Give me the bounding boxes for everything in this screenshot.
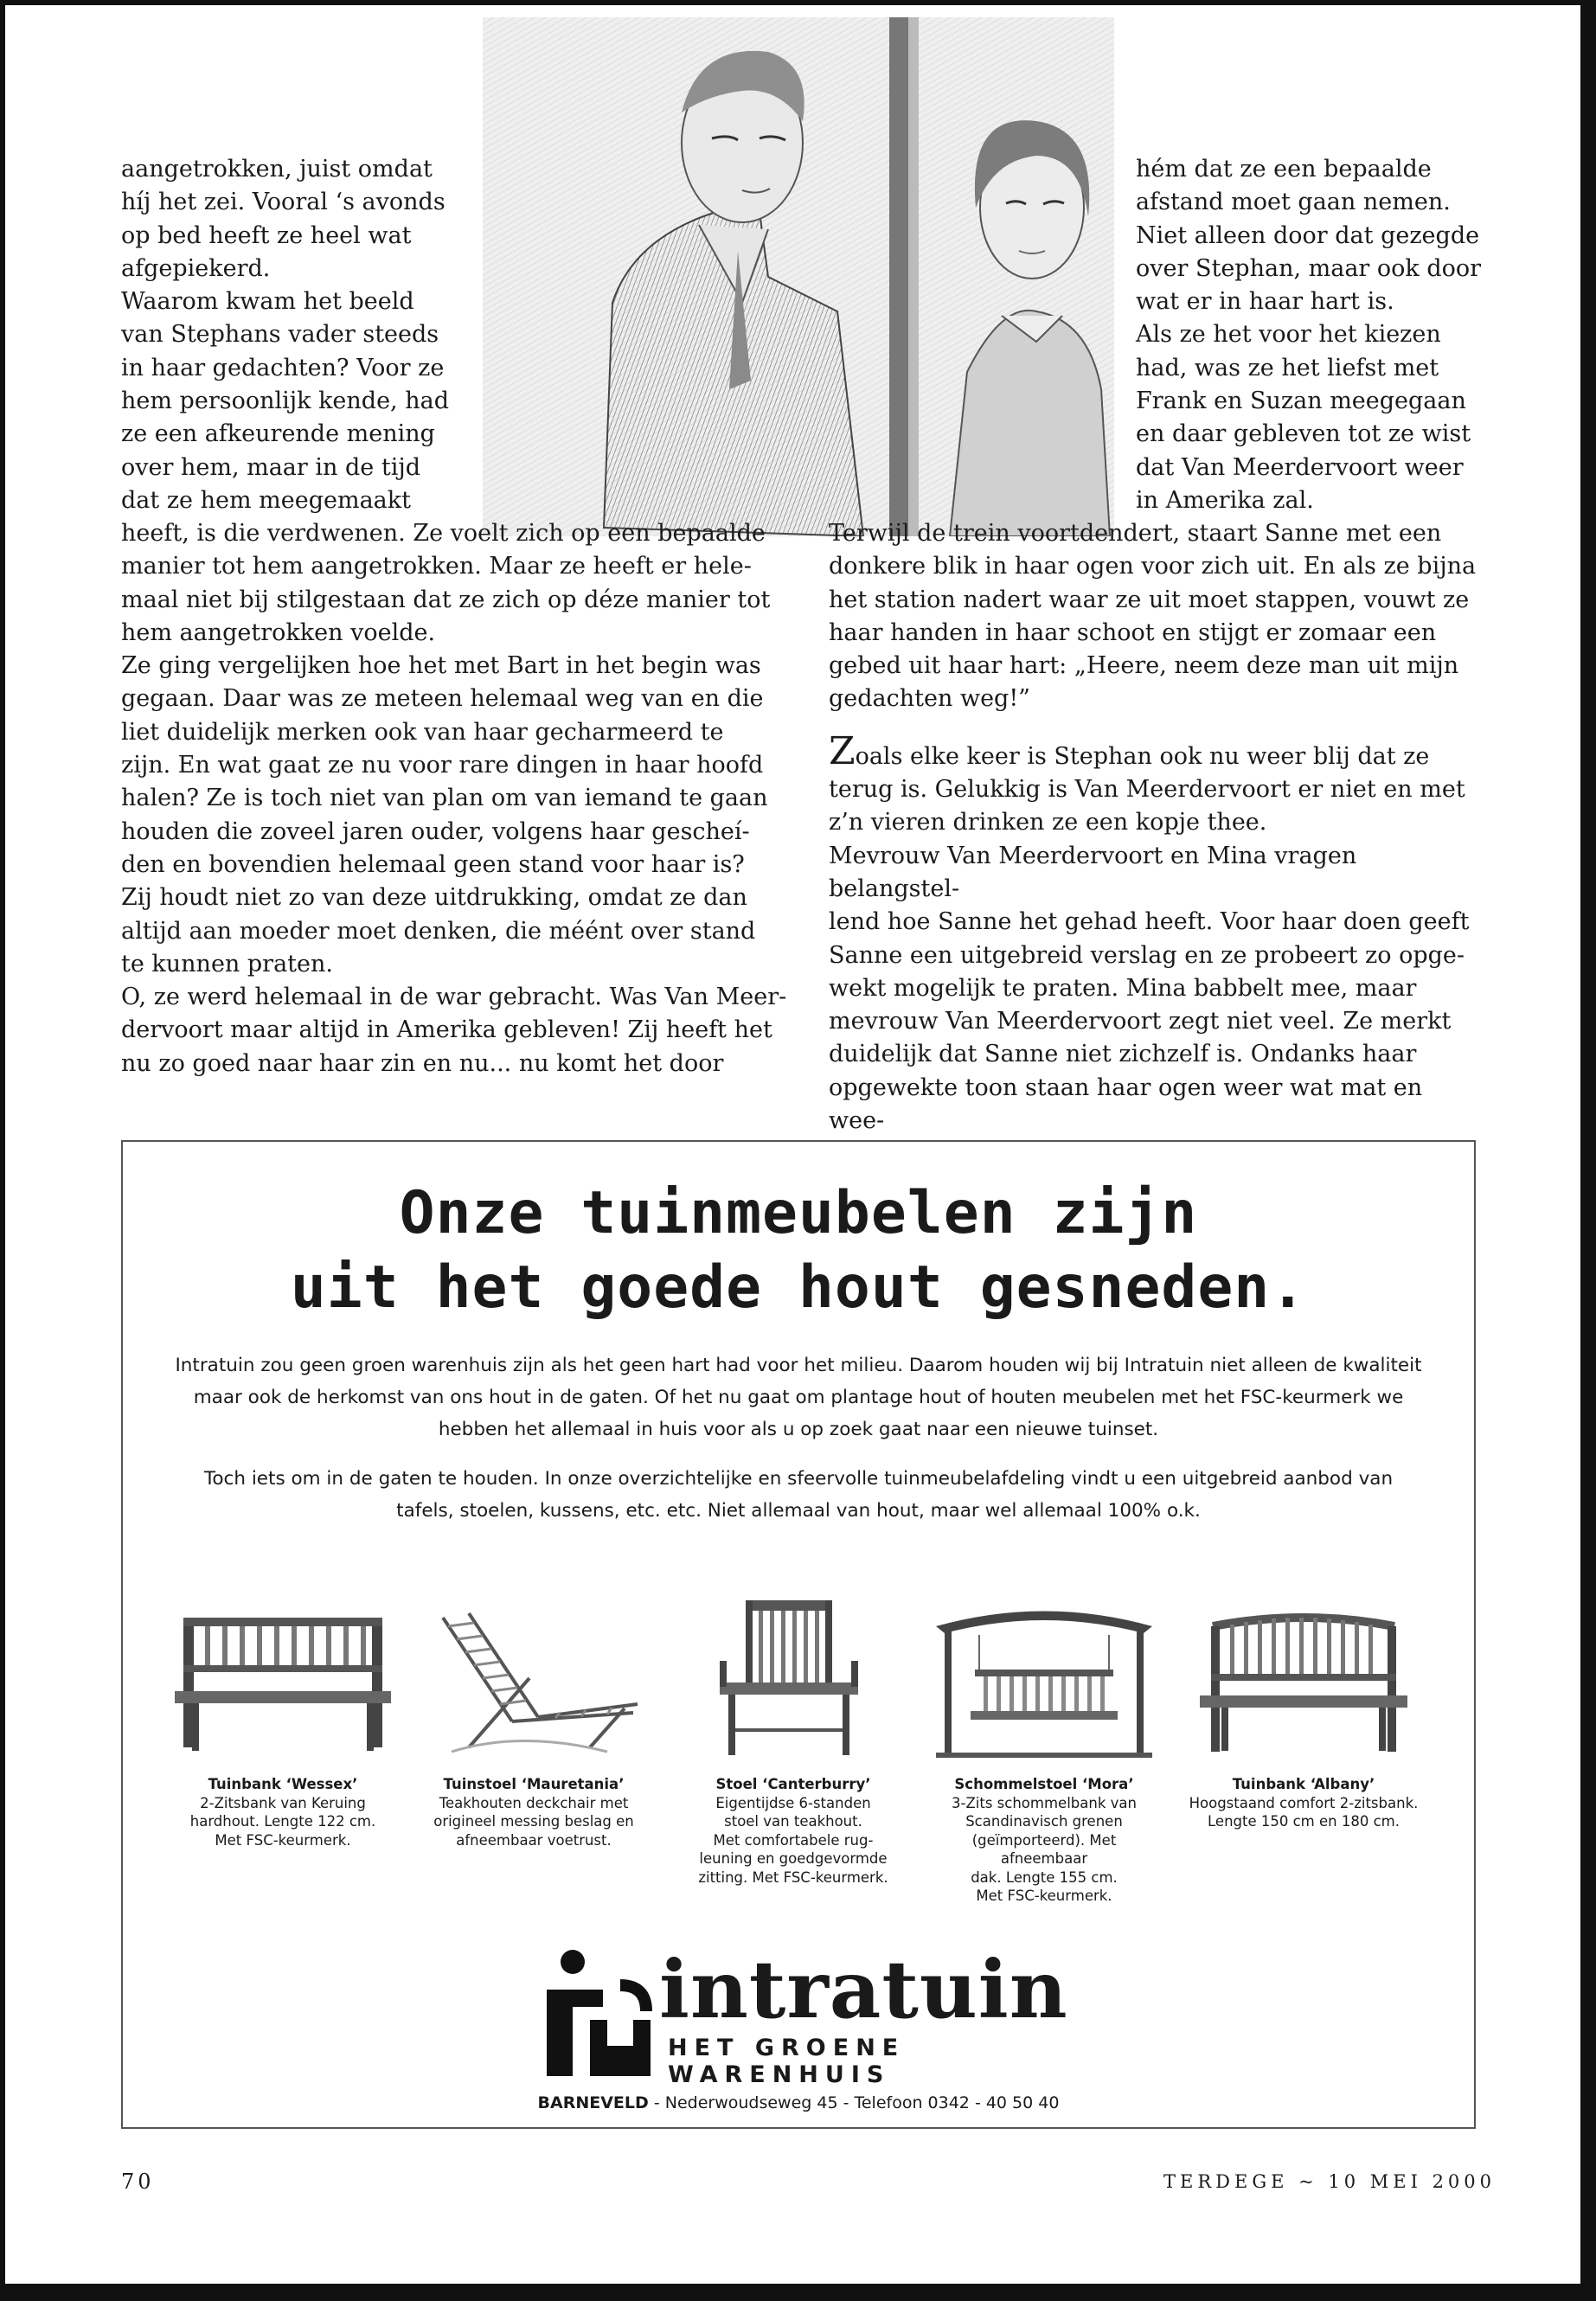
text-line: hem persoonlijk kende, had (121, 388, 449, 415)
text-line: Waarom kwam het beeld (121, 288, 414, 316)
text-line: hem aangetrokken voelde. (121, 619, 436, 646)
text-line: híj het zei. Vooral ‘s avonds (121, 189, 445, 216)
text-line: hém dat ze een bepaalde (1136, 156, 1432, 183)
text-line: mevrouw Van Meerdervoort zegt niet veel. Ze merkt (829, 1008, 1452, 1035)
text-line: dervoort maar altijd in Amerika gebleven! Zij heeft het (121, 1016, 772, 1044)
logo-tagline: HET GROENE WARENHUIS (668, 2035, 906, 2088)
text-line: dat ze hem meegemaakt (121, 486, 411, 514)
intratuin-logo (538, 1938, 1074, 2088)
product-caption-albany: Tuinbank ‘Albany’ Hoogstaand comfort 2-zitsbank. Lengte 150 cm en 180 cm. (1189, 1776, 1419, 1830)
text-line: het station nadert waar ze uit moet stappen, vouwt ze (829, 586, 1470, 613)
text-line: z’n vieren drinken ze een kopje thee. (829, 809, 1267, 836)
text-line: ze een afkeurende mening (121, 420, 435, 448)
text-line: gegaan. Daar was ze meteen helemaal weg van en die (121, 685, 764, 713)
text-line: lend hoe Sanne het gehad heeft. Voor haar doen geeft (829, 908, 1470, 936)
text-line: houden die zoveel jaren ouder, volgens haar gescheí- (121, 817, 750, 845)
text-line: opgewekte toon staan haar ogen weer wat mat en wee- (829, 1074, 1423, 1135)
text-line: Sanne een uitgebreid verslag en ze probeert zo opge- (829, 941, 1465, 969)
address-details: - Nederwoudseweg 45 - Telefoon 0342 - 40 50 40 (648, 2093, 1060, 2112)
ad-body (175, 1349, 1422, 1544)
text-line: over hem, maar in de tijd (121, 453, 420, 481)
article-left-column (121, 517, 796, 1080)
text-line: afstand moet gaan nemen. (1136, 189, 1451, 216)
bench-wessex-image (166, 1592, 400, 1765)
text-line: Zij houdt niet zo van deze uitdrukking, omdat ze dan (121, 884, 747, 912)
text-line: afgepiekerd. (121, 254, 271, 282)
text-line: Ze ging vergelijken hoe het met Bart in het begin was (121, 652, 761, 680)
chair-canterburry-image (676, 1592, 910, 1765)
text-line: duidelijk dat Sanne niet zichzelf is. Ondanks haar (829, 1041, 1417, 1068)
text-line: gebed uit haar hart: „Heere, neem deze man uit mijn (829, 652, 1459, 680)
text-line: liet duidelijk merken ook van haar gecharmeerd te (121, 718, 724, 746)
ad-paragraph: Intratuin zou geen groen warenhuis zijn als het geen hart had voor het milieu. Daarom houden wij bij Intratuin niet alleen de kwaliteit maar ook de herkomst van ons hout in de gaten. Of het nu gaat om plantage hout of houten meubelen met het FSC-keurmerk we hebben het allemaal in huis voor als u op zoek gaat naar een nieuwe tuinset. (175, 1355, 1422, 1440)
intratuin-advertisement (121, 1140, 1476, 2129)
ad-headline: Onze tuinmeubelen zijn uit het goede hout gesneden. (290, 1179, 1307, 1322)
text-line: maal niet bij stilgestaan dat ze zich op déze manier tot (121, 586, 771, 613)
text-line: donkere blik in haar ogen voor zich uit. En als ze bijna (829, 553, 1477, 580)
text-line: manier tot hem aangetrokken. Maar ze heeft er hele- (121, 553, 752, 580)
ad-paragraph: Toch iets om in de gaten te houden. In onze overzichtelijke en sfeervolle tuinmeubelafdeling vindt u een uitgebreid aanbod van tafels, stoelen, kussens, etc. etc. Niet allemaal van hout, maar wel allemaal 100% o.k. (203, 1468, 1394, 1522)
text-line: terug is. Gelukkig is Van Meerdervoort er niet en met (829, 776, 1465, 804)
text-line: over Stephan, maar ook door (1136, 254, 1482, 282)
text-line: Terwijl de trein voortdendert, staart Sanne met een (829, 520, 1442, 547)
text-line: in Amerika zal. (1136, 486, 1314, 514)
article-right-top-column (1136, 153, 1508, 517)
logo-wordmark: intratuin (659, 1943, 1068, 2036)
text-line: altijd aan moeder moet denken, die méént over stand (121, 917, 756, 945)
text-line: heeft, is die verdwenen. Ze voelt zich op een bepaalde (121, 520, 766, 547)
text-line-dropcap: Zoals elke keer is Stephan ook nu weer blij dat ze (829, 728, 1430, 773)
product-caption-mora: Schommelstoel ‘Mora’ 3-Zits schommelbank van Scandinavisch grenen (geïmporteerd). Met afneembaar dak. Lengte 155 cm. Met FSC-keurmerk. (952, 1776, 1137, 1904)
text-line: op bed heeft ze heel wat (121, 221, 412, 249)
text-line: en daar gebleven tot ze wist (1136, 420, 1471, 448)
text-line: zijn. En wat gaat ze nu voor rare dingen in haar hoofd (121, 752, 764, 779)
text-line: O, ze werd helemaal in de war gebracht. Was Van Meer- (121, 984, 787, 1011)
bench-albany-image (1187, 1592, 1420, 1765)
drop-cap: Z (829, 728, 856, 773)
publication-footer: TERDEGE ~ 10 MEI 2000 (1163, 2171, 1497, 2192)
product-caption-canterburry: Stoel ‘Canterburry’ Eigentijdse 6-standen stoel van teakhout. Met comfortabele rug- leuning en goedgevormde zitting. Met FSC-keurmerk. (698, 1776, 888, 1886)
page-number: 70 (121, 2170, 155, 2194)
product-caption-wessex: Tuinbank ‘Wessex’ 2-Zitsbank van Keruing hardhout. Lengte 122 cm. Met FSC-keurmerk. (189, 1776, 376, 1849)
swing-mora-image (927, 1592, 1161, 1765)
text-line: Als ze het voor het kiezen (1136, 321, 1441, 349)
deckchair-mauretania-image (417, 1592, 651, 1765)
text-line: wat er in haar hart is. (1136, 288, 1394, 316)
text-line: Frank en Suzan meegegaan (1136, 388, 1466, 415)
text-line: aangetrokken, juist omdat (121, 156, 433, 183)
text-line: halen? Ze is toch niet van plan om van iemand te gaan (121, 785, 768, 812)
address-city: BARNEVELD (537, 2093, 649, 2112)
article-left-top-column (121, 153, 484, 517)
text-line: Niet alleen door dat gezegde (1136, 221, 1480, 249)
text-line: dat Van Meerdervoort weer (1136, 453, 1464, 481)
text-line: van Stephans vader steeds (121, 321, 439, 349)
product-caption-mauretania: Tuinstoel ‘Mauretania’ Teakhouten deckchair met origineel messing beslag en afneembaar voetrust. (433, 1776, 634, 1849)
article-right-column (829, 517, 1477, 1138)
text-line: Mevrouw Van Meerdervoort en Mina vragen belangstel- (829, 842, 1357, 902)
text-line: gedachten weg!” (829, 685, 1030, 713)
text-line: had, was ze het liefst met (1136, 354, 1439, 381)
text-line: nu zo goed naar haar zin en nu... nu komt het door (121, 1049, 724, 1077)
text-line: haar handen in haar schoot en stijgt er zomaar een (829, 619, 1437, 646)
text-line: wekt mogelijk te praten. Mina babbelt mee, maar (829, 974, 1417, 1002)
ad-address (123, 2093, 1474, 2112)
text-line: in haar gedachten? Voor ze (121, 354, 445, 381)
intratuin-logo-mark-icon (538, 1938, 659, 2085)
illustration-man-and-woman (483, 17, 1114, 536)
text-line: te kunnen praten. (121, 950, 333, 977)
text-line: den en bovendien helemaal geen stand voor haar is? (121, 850, 745, 878)
